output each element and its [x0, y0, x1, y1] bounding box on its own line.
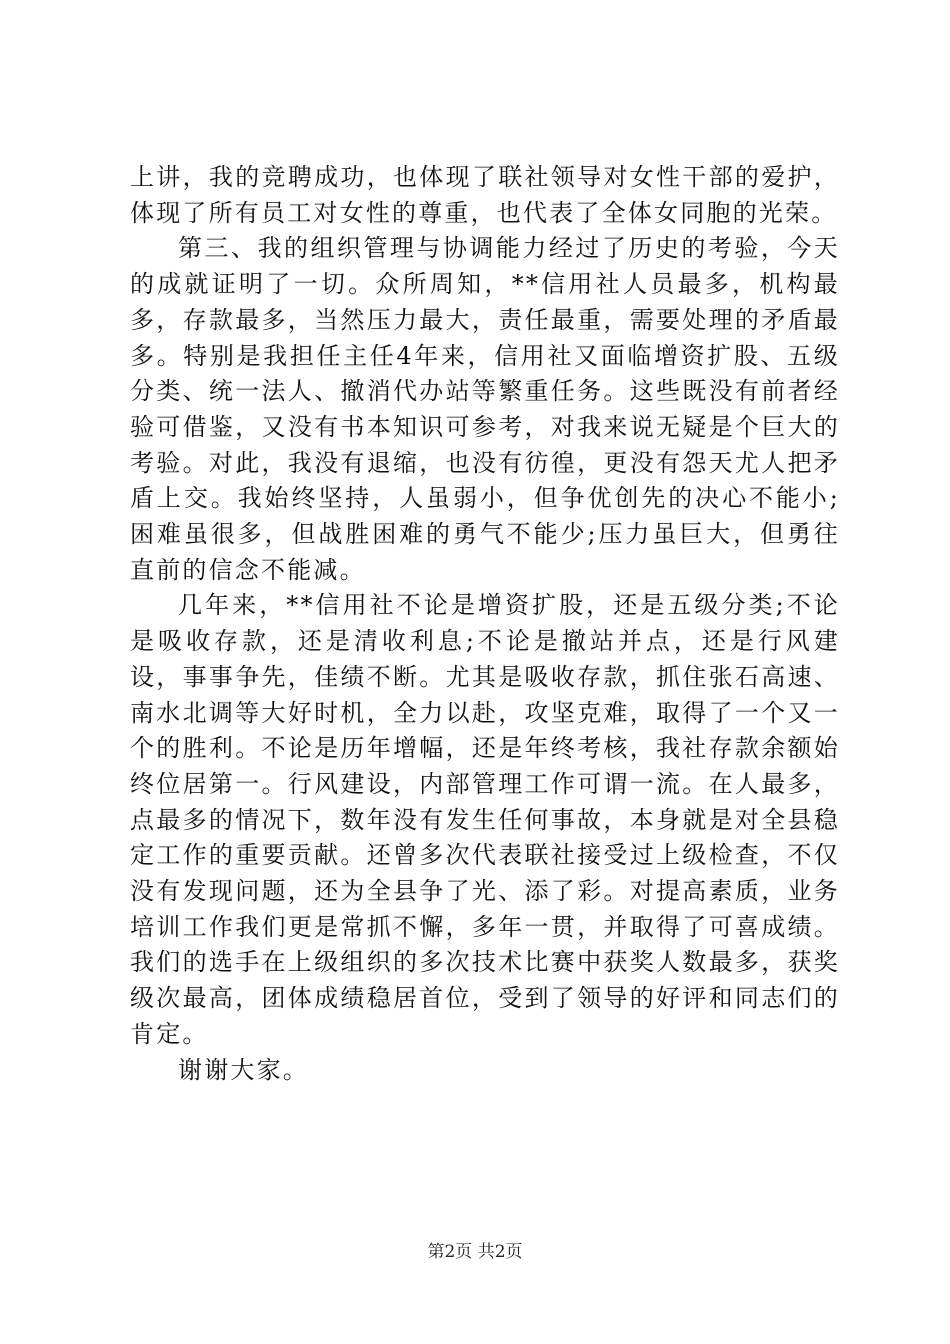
- paragraph-closing: 谢谢大家。: [178, 1055, 309, 1084]
- page-footer: 第2页 共2页: [427, 1242, 523, 1262]
- paragraph-achievements: 几年来，**信用社不论是增资扩股，还是五级分类;不论是吸收存款，还是清收利息;不论是撤站并点，还是行风建设，事事争先，佳绩不断。尤其是吸收存款，抓住张石高速、南水北调等大好时机，全力以赴，攻坚克难，取得了一个又一个的胜利。不论是历年增幅，还是年终考核，我社存款余额始终位居第一。行风建设，内部管理工作可谓一流。在人最多，点最多的情况下，数年没有发生任何事故，本身就是对全县稳定工作的重要贡献。还曾多次代表联社接受过上级检查，不仅没有发现问题，还为全县争了光、添了彩。对提高素质，业务培训工作我们更是常抓不懈，多年一贯，并取得了可喜成绩。我们的选手在上级组织的多次技术比赛中获奖人数最多，获奖级次最高，团体成绩稳居首位，受到了领导的好评和同志们的肯定。: [130, 591, 840, 1048]
- document-body: [130, 160, 840, 1088]
- paragraph-third-point: 第三、我的组织管理与协调能力经过了历史的考验，今天的成就证明了一切。众所周知，**信用社人员最多，机构最多，存款最多，当然压力最大，责任最重，需要处理的矛盾最多。特别是我担任主任4年来，信用社又面临增资扩股、五级分类、统一法人、撤消代办站等繁重任务。这些既没有前者经验可借鉴，又没有书本知识可参考，对我来说无疑是个巨大的考验。对此，我没有退缩，也没有彷徨，更没有怨天尤人把矛盾上交。我始终坚持，人虽弱小，但争优创先的决心不能小;困难虽很多，但战胜困难的勇气不能少;压力虽巨大，但勇往直前的信念不能减。: [130, 234, 840, 584]
- paragraph-continuation: 上讲，我的竞聘成功，也体现了联社领导对女性干部的爱护，体现了所有员工对女性的尊重，也代表了全体女同胞的光荣。: [130, 163, 840, 227]
